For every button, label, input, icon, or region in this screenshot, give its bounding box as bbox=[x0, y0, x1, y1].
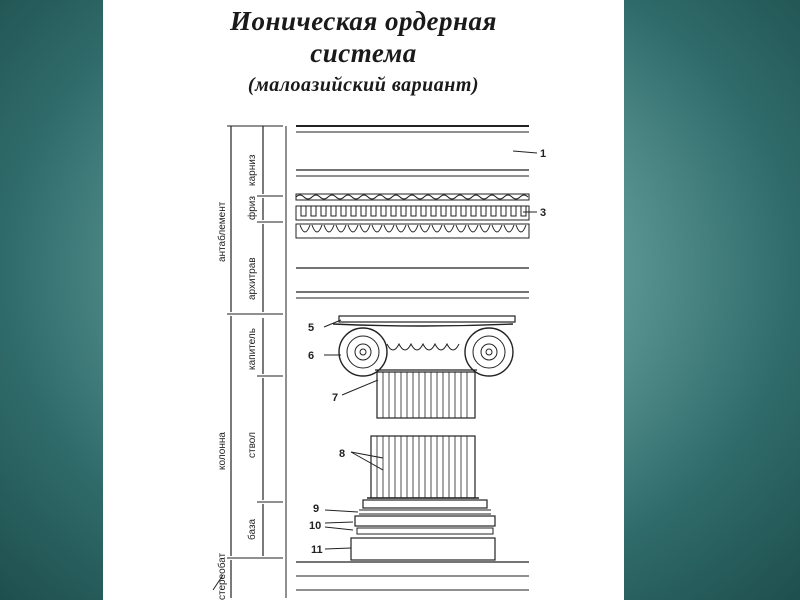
label-entablature: антаблемент bbox=[217, 201, 228, 262]
label-architrave: архитрав bbox=[247, 257, 258, 300]
callout-5: 5 bbox=[308, 322, 315, 334]
slide-panel bbox=[103, 0, 624, 600]
label-stylobate: стереобат bbox=[217, 552, 228, 600]
title-line-3: (малоазийский вариант) bbox=[247, 74, 480, 96]
ionic-order-diagram bbox=[103, 0, 624, 600]
label-cornice: карниз bbox=[247, 154, 258, 186]
callout-10: 10 bbox=[309, 520, 322, 532]
label-base: база bbox=[247, 518, 258, 540]
label-capital: капитель bbox=[247, 328, 258, 370]
callout-1: 1 bbox=[540, 148, 547, 160]
callout-8: 8 bbox=[339, 448, 346, 460]
title-line-2: система bbox=[310, 38, 417, 68]
left-volute bbox=[339, 328, 387, 376]
label-frieze: фриз bbox=[247, 196, 258, 220]
title-line-1: Ионическая ордерная bbox=[230, 6, 497, 36]
label-column: колонна bbox=[217, 432, 228, 470]
callout-11: 11 bbox=[311, 544, 323, 556]
callout-7: 7 bbox=[332, 392, 339, 404]
callout-3: 3 bbox=[540, 207, 547, 219]
callout-9: 9 bbox=[313, 503, 320, 515]
label-shaft: ствол bbox=[247, 432, 258, 458]
callout-6: 6 bbox=[308, 350, 315, 362]
right-volute bbox=[465, 328, 513, 376]
